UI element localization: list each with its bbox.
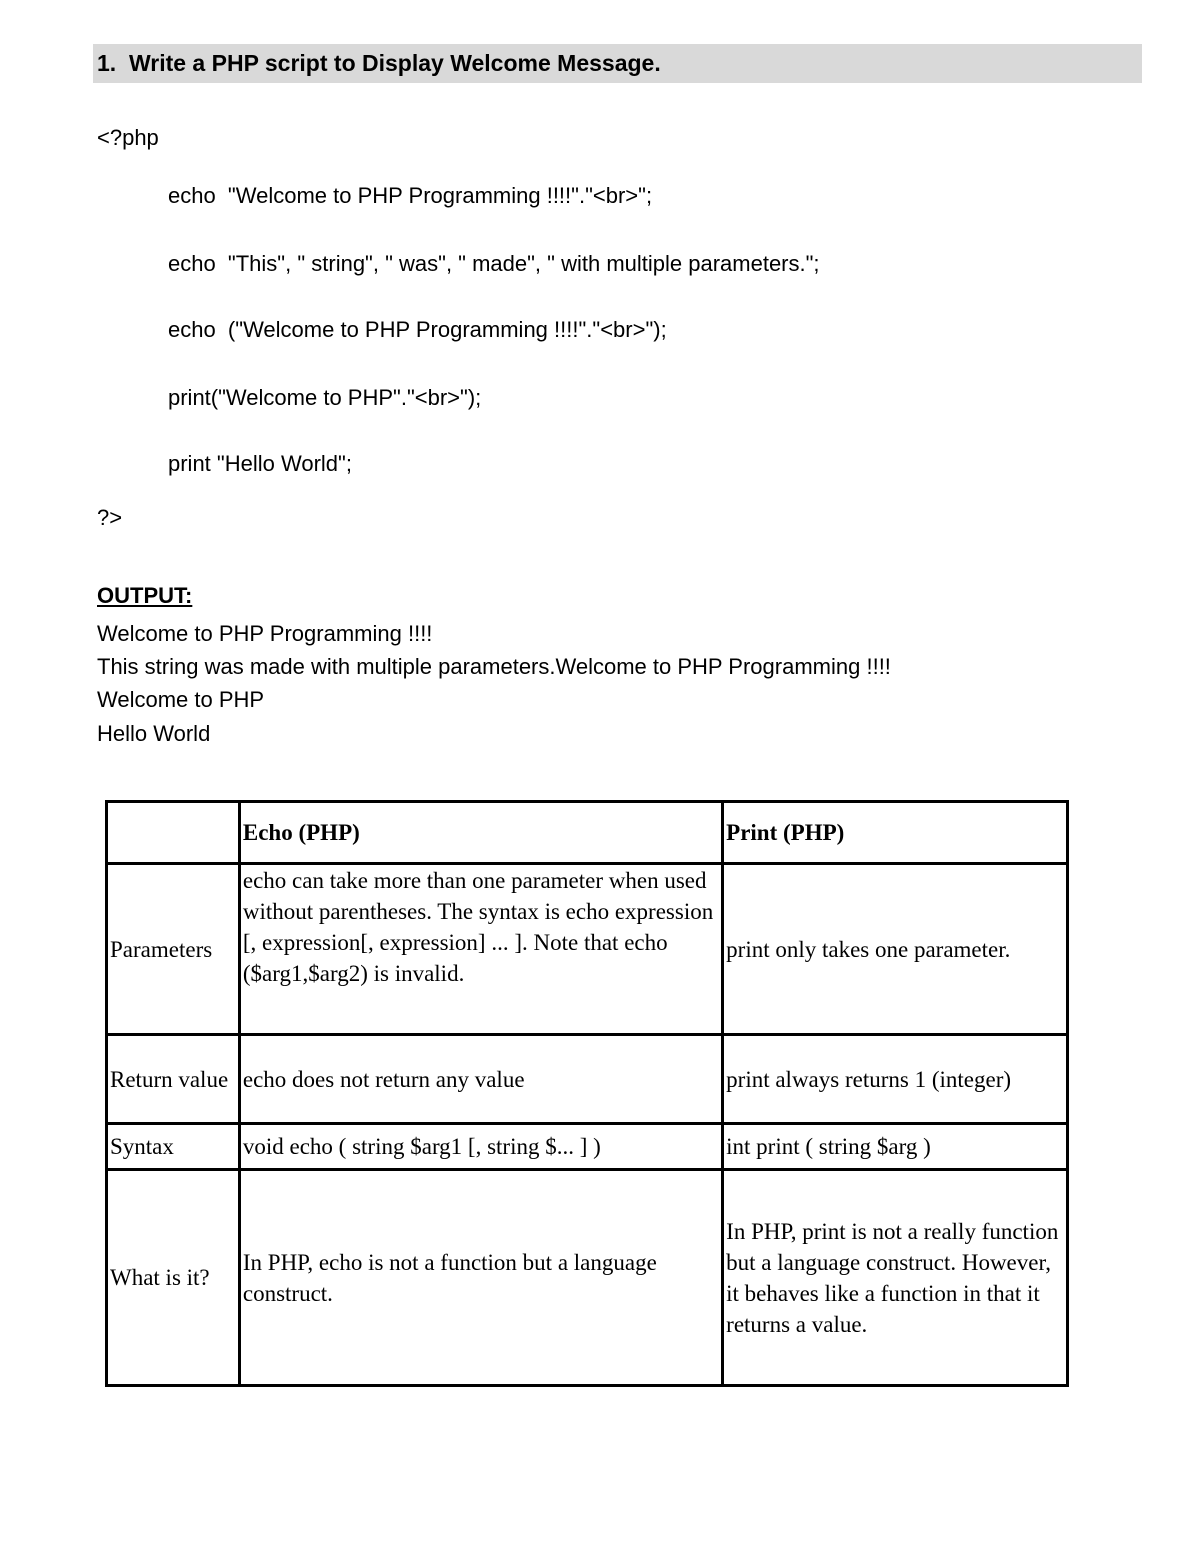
output-line: Welcome to PHP (97, 687, 265, 712)
table-header-row (107, 802, 1068, 864)
cell-echo-parameters: echo can take more than one parameter when used without parentheses. The syntax is echo expression [, expression[, expression] ... ]. Note that echo ($arg1,$arg2) is invalid. (239, 864, 722, 1035)
cell-print-what-is-it: In PHP, print is not a really function but a language construct. However, it behaves like a function in that it returns a value. (723, 1170, 1068, 1386)
code-line-print-1: print("Welcome to PHP"."<br>"); (168, 385, 482, 410)
question-heading: 1. Write a PHP script to Display Welcome Message. (97, 50, 661, 76)
row-label-syntax: Syntax (107, 1124, 240, 1170)
row-label-parameters: Parameters (107, 864, 240, 1035)
cell-print-return-value: print always returns 1 (integer) (723, 1035, 1068, 1124)
output-label: OUTPUT: (97, 583, 193, 608)
code-line-echo-2: echo "This", " string", " was", " made", " with multiple parameters."; (168, 251, 820, 276)
cell-print-syntax: int print ( string $arg ) (723, 1124, 1068, 1170)
table-row (107, 1170, 1068, 1386)
echo-print-comparison-table (105, 800, 1069, 1387)
table-header-print: Print (PHP) (723, 802, 1068, 864)
table-row (107, 864, 1068, 1035)
cell-echo-what-is-it: In PHP, echo is not a function but a language construct. (239, 1170, 722, 1386)
table-header-cell (107, 802, 240, 864)
code-line-echo-3: echo ("Welcome to PHP Programming !!!!"."<br>"); (168, 317, 667, 342)
cell-echo-syntax: void echo ( string $arg1 [, string $... ] ) (239, 1124, 722, 1170)
cell-echo-return-value: echo does not return any value (239, 1035, 722, 1124)
output-line: Hello World (97, 721, 211, 746)
code-close-tag: ?> (97, 505, 123, 530)
table-row (107, 1035, 1068, 1124)
cell-print-parameters: print only takes one parameter. (723, 864, 1068, 1035)
code-line-echo-1: echo "Welcome to PHP Programming !!!!"."<br>"; (168, 183, 653, 208)
row-label-return-value: Return value (107, 1035, 240, 1124)
table-row (107, 1124, 1068, 1170)
output-line: This string was made with multiple parameters.Welcome to PHP Programming !!!! (97, 654, 891, 679)
table-header-echo: Echo (PHP) (239, 802, 722, 864)
row-label-what-is-it: What is it? (107, 1170, 240, 1386)
output-line: Welcome to PHP Programming !!!! (97, 621, 433, 646)
code-open-tag: <?php (97, 125, 159, 150)
code-line-print-2: print "Hello World"; (168, 451, 352, 476)
